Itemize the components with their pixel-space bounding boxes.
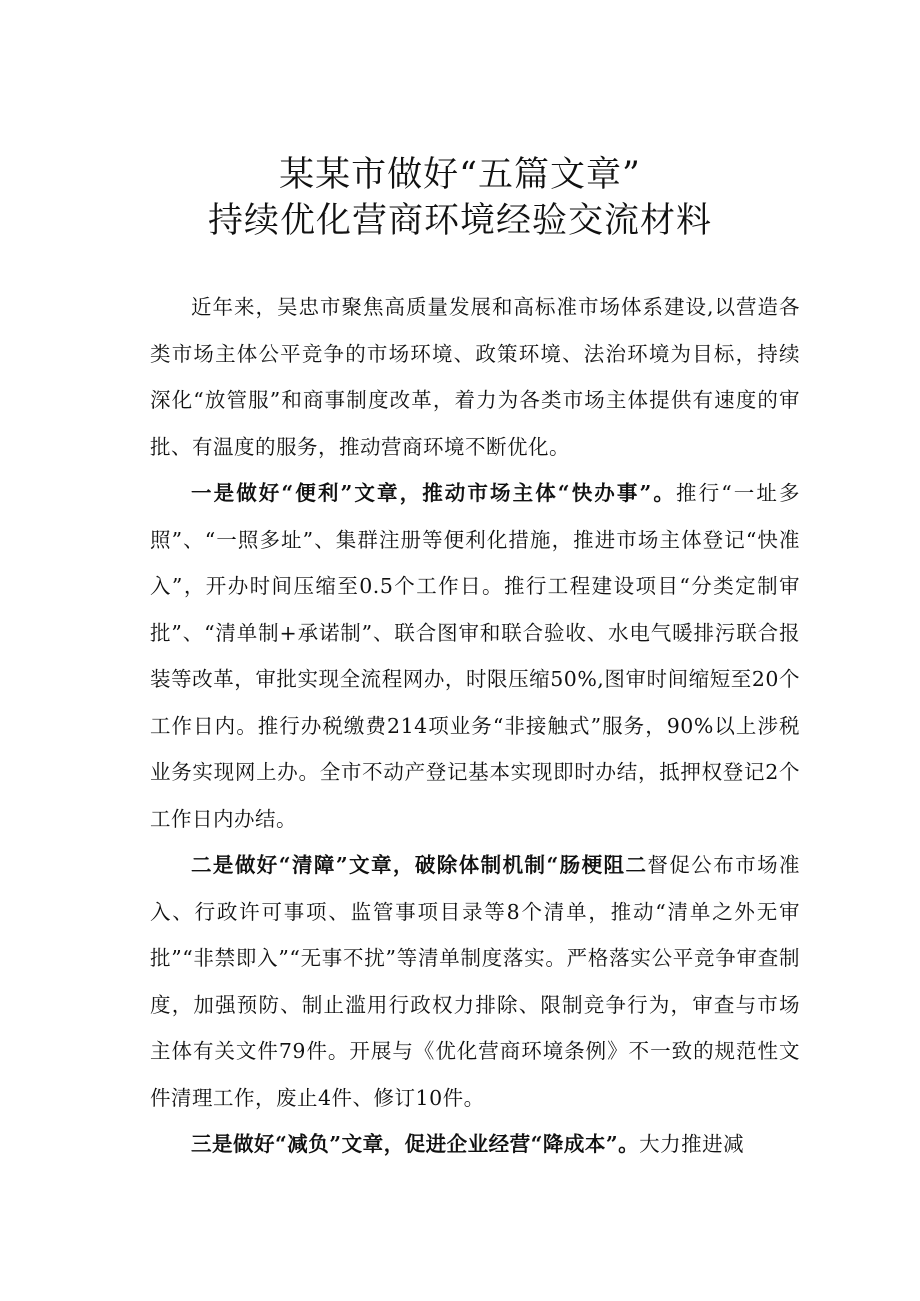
paragraph-intro — [150, 284, 800, 470]
paragraph-clear-obstacles — [150, 842, 800, 1121]
paragraph-clear-obstacles-lead: 二是做好“清障”文章，破除体制机制“肠梗阻二 — [191, 853, 648, 877]
title-line-2: 持续优化营商环境经验交流材料 — [207, 201, 712, 241]
paragraph-convenience-lead: 一是做好“便利”文章，推动市场主体“快办事”。 — [191, 481, 677, 505]
paragraph-convenience-text: 推行“一址多照”、“一照多址”、集群注册等便利化措施，推进市场主体登记“快准入”，开办时间压缩至0.5个工作日。推行工程建设项目“分类定制审批”、“清单制+承诺制”、联合图审和联合验收、水电气暖排污联合报装等改革，审批实现全流程网办，时限压缩50%,图审时间缩短至20个工作日内。推行办税缴费214项业务“非接触式”服务，90%以上涉税业务实现网上办。全市不动产登记基本实现即时办结，抵押权登记2个工作日内办结。 — [150, 481, 801, 831]
paragraph-reduce-burden-lead: 三是做好“减负”文章，促进企业经营“降成本”。 — [191, 1132, 640, 1156]
paragraph-intro-text: 近年来，吴忠市聚焦高质量发展和高标准市场体系建设,以营造各类市场主体公平竞争的市场环境、政策环境、法治环境为目标，持续深化“放管服”和商事制度改革，着力为各类市场主体提供有速度的审批、有温度的服务，推动营商环境不断优化。 — [150, 295, 800, 459]
document-title — [0, 152, 920, 244]
document-body — [150, 284, 800, 1168]
paragraph-reduce-burden-text: 大力推进减 — [639, 1132, 745, 1156]
title-line-1: 某某市做好“五篇文章” — [279, 155, 641, 195]
paragraph-convenience — [150, 470, 800, 842]
paragraph-reduce-burden — [150, 1121, 800, 1168]
paragraph-clear-obstacles-text: 督促公布市场准入、行政许可事项、监管事项目录等8个清单，推动“清单之外无审批”“非禁即入”“无事不扰”等清单制度落实。严格落实公平竞争审查制度，加强预防、制止滥用行政权力排除、限制竞争行为，审查与市场主体有关文件79件。开展与《优化营商环境条例》不一致的规范性文件清理工作，废止4件、修订10件。 — [150, 853, 801, 1110]
